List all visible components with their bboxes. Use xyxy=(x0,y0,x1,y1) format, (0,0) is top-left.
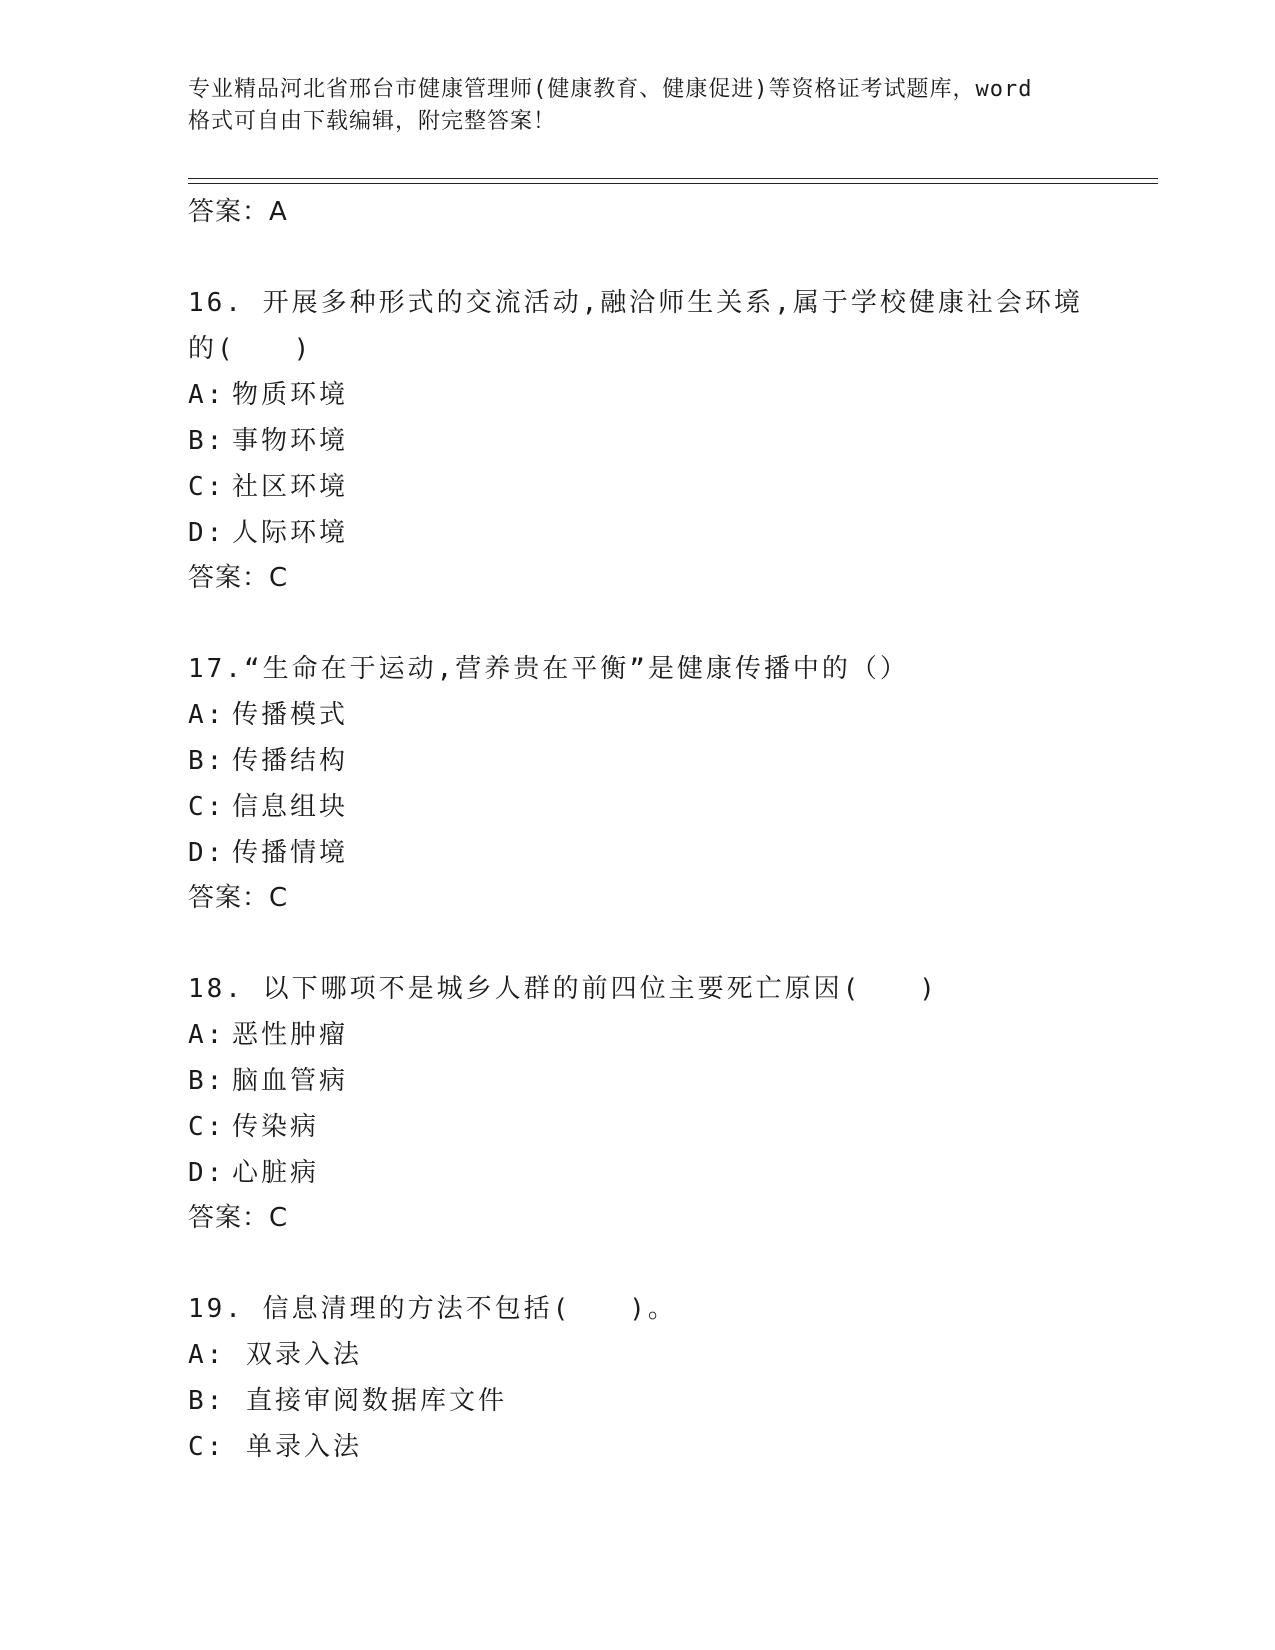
option-c xyxy=(188,464,1088,510)
question-stem: 17.“生命在于运动,营养贵在平衡”是健康传播中的（） xyxy=(188,654,909,684)
header-rule-bottom xyxy=(188,183,1158,184)
question-17 xyxy=(188,646,1088,922)
option-letter: C: xyxy=(188,1112,226,1142)
option-c xyxy=(188,784,1088,830)
option-text: 社区环境 xyxy=(232,472,349,502)
previous-answer: 答案：A xyxy=(188,197,288,227)
option-letter: A: xyxy=(188,700,226,730)
option-c xyxy=(188,1104,1088,1150)
question-stem-continued: 的( ) xyxy=(188,334,313,364)
option-a xyxy=(188,692,1088,738)
question-16 xyxy=(188,280,1088,602)
answer-line: 答案：C xyxy=(188,883,289,913)
option-d xyxy=(188,830,1088,876)
option-a xyxy=(188,1012,1088,1058)
option-letter: B: xyxy=(188,746,226,776)
option-text: 传染病 xyxy=(232,1112,320,1142)
option-text: 信息组块 xyxy=(232,792,349,822)
option-letter: D: xyxy=(188,1158,226,1188)
option-letter: C: xyxy=(188,792,226,822)
option-letter: C: xyxy=(188,472,226,502)
option-letter: D: xyxy=(188,838,226,868)
option-text: 传播模式 xyxy=(232,700,349,730)
option-b xyxy=(188,738,1088,784)
option-letter: A: xyxy=(188,1020,226,1050)
option-text: 传播情境 xyxy=(232,838,349,868)
option-d xyxy=(188,510,1088,556)
option-text: 双录入法 xyxy=(246,1340,363,1370)
option-text: 直接审阅数据库文件 xyxy=(246,1386,508,1416)
question-stem: 18. 以下哪项不是城乡人群的前四位主要死亡原因( ) xyxy=(188,974,938,1004)
option-letter: B: xyxy=(188,1066,226,1096)
option-text: 脑血管病 xyxy=(232,1066,349,1096)
option-text: 恶性肿瘤 xyxy=(232,1020,349,1050)
answer-line: 答案：C xyxy=(188,563,289,593)
option-text: 传播结构 xyxy=(232,746,349,776)
option-letter: B: xyxy=(188,426,226,456)
option-d xyxy=(188,1150,1088,1196)
header-rule-top xyxy=(188,178,1158,179)
option-letter: D: xyxy=(188,518,226,548)
option-text: 人际环境 xyxy=(232,518,349,548)
question-list xyxy=(188,190,1088,1470)
option-letter: A: xyxy=(188,1340,226,1370)
answer-line: 答案：C xyxy=(188,1203,289,1233)
question-18 xyxy=(188,966,1088,1242)
question-stem: 16. 开展多种形式的交流活动,融洽师生关系,属于学校健康社会环境 xyxy=(188,288,1083,318)
option-letter: A: xyxy=(188,380,226,410)
header-line-1: 专业精品河北省邢台市健康管理师(健康教育、健康促进)等资格证考试题库，word xyxy=(188,77,1033,102)
option-letter: C: xyxy=(188,1432,226,1462)
option-a xyxy=(188,372,1088,418)
option-c xyxy=(188,1424,1088,1470)
option-b xyxy=(188,418,1088,464)
question-stem: 19. 信息清理的方法不包括( )。 xyxy=(188,1294,677,1324)
header-line-2: 格式可自由下载编辑，附完整答案！ xyxy=(188,109,557,134)
option-b xyxy=(188,1058,1088,1104)
option-text: 心脏病 xyxy=(232,1158,320,1188)
option-b xyxy=(188,1378,1088,1424)
option-letter: B: xyxy=(188,1386,226,1416)
option-text: 事物环境 xyxy=(232,426,349,456)
option-text: 单录入法 xyxy=(246,1432,363,1462)
document-header xyxy=(188,74,1088,138)
option-text: 物质环境 xyxy=(232,380,349,410)
option-a xyxy=(188,1332,1088,1378)
question-19 xyxy=(188,1286,1088,1470)
